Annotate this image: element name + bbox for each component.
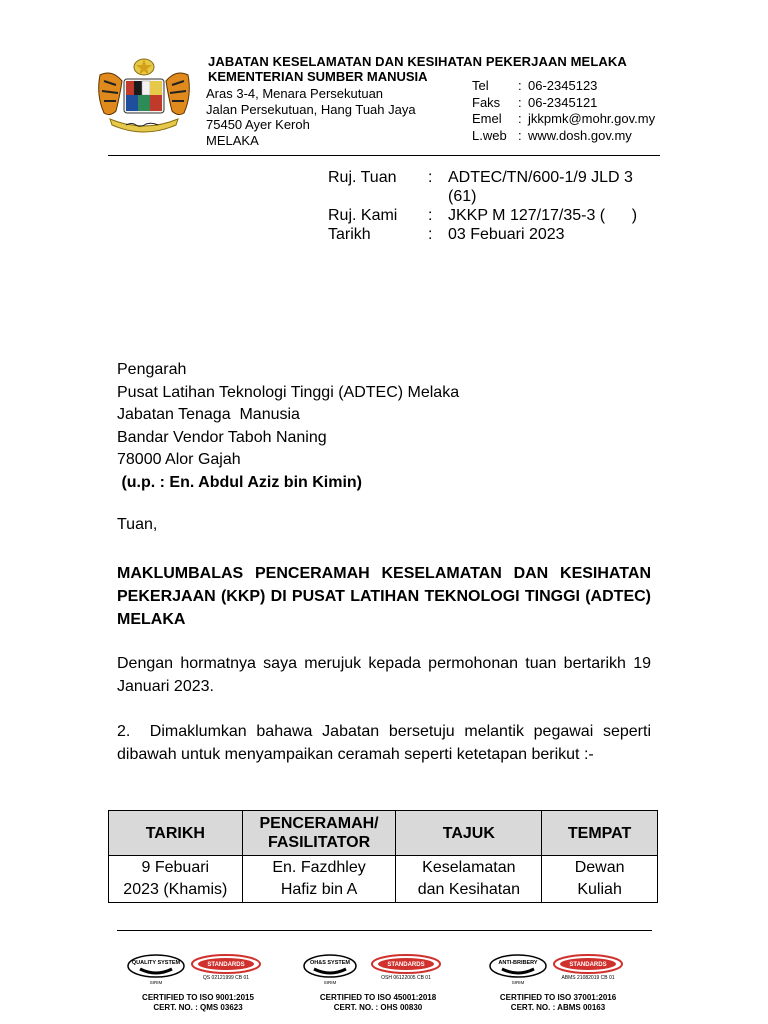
address-line: MELAKA	[206, 132, 259, 148]
cert-line-2: CERT. NO. : OHS 00830	[333, 1003, 423, 1012]
recipient-line: Bandar Vendor Taboh Naning	[117, 428, 327, 446]
colon: :	[428, 207, 433, 224]
colon: :	[518, 127, 522, 143]
cert-line-1: CERTIFIED TO ISO 37001:2016	[499, 993, 617, 1002]
contact-row-tel	[472, 78, 655, 95]
department-name: JABATAN KESELAMATAN DAN KESIHATAN PEKERJAAN MELAKA	[208, 54, 627, 69]
cert-issuer-text: SIRIM	[323, 980, 337, 985]
table-header-row	[109, 811, 658, 856]
contact-label: Tel	[472, 78, 489, 93]
header-divider	[108, 155, 660, 156]
recipient-line: Pengarah	[117, 361, 187, 378]
recipient-line: 78000 Alor Gajah	[117, 451, 241, 468]
tarikh-label: Tarikh	[328, 226, 371, 243]
cell-line: dan Kesihatan	[417, 881, 520, 898]
ruj-kami-value: JKKP M 127/17/35-3 ( )	[448, 207, 638, 224]
ruj-kami-row	[328, 206, 637, 225]
cert-badge-text: ANTI-BRIBERY	[498, 960, 538, 966]
cert-issuer-text: SIRIM	[511, 980, 525, 985]
cert-code-text: QS 02121999 CB 01	[202, 975, 250, 981]
colon: :	[518, 111, 522, 126]
contact-value: 06-2345123	[528, 78, 598, 93]
malaysia-coat-of-arms-icon	[90, 55, 198, 137]
recipient-line: Pusat Latihan Teknologi Tinggi (ADTEC) Melaka	[117, 383, 460, 401]
sender-address	[206, 86, 416, 148]
cert-line-2: CERT. NO. : QMS 03623	[153, 1003, 243, 1012]
cert-badge-text: QUALITY SYSTEM	[131, 960, 181, 966]
certification-iso37001	[478, 950, 638, 1022]
tarikh-value: 03 Febuari 2023	[448, 226, 565, 243]
letter-subject: MAKLUMBALAS PENCERAMAH KESELAMATAN DAN KESIHATAN PEKERJAAN (KKP) DI PUSAT LATIHAN TEKNOLOGI TINGGI (ADTEC) MELAKA	[117, 565, 651, 628]
contact-row-email	[472, 111, 655, 128]
recipient-line: Jabatan Tenaga Manusia	[117, 406, 300, 423]
ruj-tuan-value: ADTEC/TN/600-1/9 JLD 3	[448, 169, 633, 186]
header-penceramah-l1: PENCERAMAH/	[259, 815, 379, 832]
address-line: Aras 3-4, Menara Persekutuan	[206, 86, 384, 101]
cert-line-2: CERT. NO. : ABMS 00163	[510, 1003, 606, 1012]
recipient-attention: (u.p. : En. Abdul Aziz bin Kimin)	[117, 473, 362, 491]
contact-label: Faks	[472, 94, 501, 110]
header-penceramah-l2: FASILITATOR	[267, 834, 371, 851]
cell-tajuk	[396, 856, 542, 903]
header-tempat: TEMPAT	[542, 811, 658, 856]
schedule-table	[108, 810, 658, 903]
cell-line: Kuliah	[577, 881, 622, 898]
ohs-system-standards-icon	[298, 950, 458, 994]
ruj-kami-label: Ruj. Kami	[328, 207, 398, 224]
contact-label: L.web	[472, 127, 507, 143]
anti-bribery-standards-icon	[478, 950, 638, 994]
ruj-tuan-label: Ruj. Tuan	[328, 169, 397, 186]
cert-brand-text: STANDARDS	[569, 962, 607, 968]
cert-line-1: CERTIFIED TO ISO 9001:2015	[142, 993, 254, 1002]
contact-email-link[interactable]: jkkpmk@mohr.gov.my	[528, 111, 656, 126]
cell-penceramah	[242, 856, 396, 903]
cell-line: 2023 (Khamis)	[123, 881, 228, 898]
ruj-tuan-row-cont	[328, 187, 637, 206]
colon: :	[428, 226, 433, 243]
contact-row-web	[472, 128, 655, 145]
cert-line-1: CERTIFIED TO ISO 45001:2018	[319, 993, 437, 1002]
quality-system-standards-icon	[118, 950, 278, 994]
cert-issuer-text: SIRIM	[149, 980, 163, 985]
cell-tarikh	[109, 856, 243, 903]
table-row	[109, 856, 658, 903]
certification-iso45001	[298, 950, 458, 1022]
colon: :	[518, 78, 522, 93]
contact-value: 06-2345121	[528, 94, 598, 110]
cert-code-text: OSH 06122005 CB 01	[381, 975, 431, 981]
salutation: Tuan,	[117, 516, 158, 533]
cert-badge-text: OH&S SYSTEM	[309, 960, 351, 966]
paragraph-2: 2. Dimaklumkan bahawa Jabatan bersetuju melantik pegawai seperti dibawah untuk menyampaikan ceramah seperti ketetapan berikut :-	[117, 723, 656, 763]
paragraph-1: Dengan hormatnya saya merujuk kepada permohonan tuan bertarikh 19 Januari 2023.	[117, 655, 651, 695]
ruj-tuan-row	[328, 168, 637, 187]
reference-block	[328, 168, 637, 244]
cell-line: En. Fazdhley	[272, 859, 366, 876]
cell-line: Hafiz bin A	[280, 881, 358, 898]
footer-divider	[117, 930, 652, 931]
header-tajuk: TAJUK	[396, 811, 542, 856]
cell-line: Dewan	[574, 859, 625, 876]
ruj-tuan-value-cont: (61)	[448, 188, 477, 205]
colon: :	[518, 94, 522, 110]
cell-line: 9 Febuari	[141, 859, 210, 876]
certification-iso9001	[118, 950, 278, 1022]
cert-brand-text: STANDARDS	[387, 962, 425, 968]
contact-web-link[interactable]: www.dosh.gov.my	[528, 127, 632, 143]
address-line: Jalan Persekutuan, Hang Tuah Jaya	[206, 101, 416, 117]
contact-label: Emel	[472, 111, 502, 126]
tarikh-row	[328, 225, 637, 244]
cert-code-text: ABMS 21082019 CB 01	[561, 975, 615, 981]
cell-tempat	[542, 856, 658, 903]
header-penceramah	[242, 811, 396, 856]
ministry-name: KEMENTERIAN SUMBER MANUSIA	[208, 69, 428, 84]
header-tarikh: TARIKH	[109, 811, 243, 856]
colon: :	[428, 169, 433, 186]
recipient-block	[117, 359, 459, 494]
address-line: 75450 Ayer Keroh	[206, 117, 310, 132]
contact-block	[472, 78, 655, 144]
cert-brand-text: STANDARDS	[207, 962, 245, 968]
contact-row-fax	[472, 95, 655, 112]
cell-line: Keselamatan	[422, 859, 516, 876]
